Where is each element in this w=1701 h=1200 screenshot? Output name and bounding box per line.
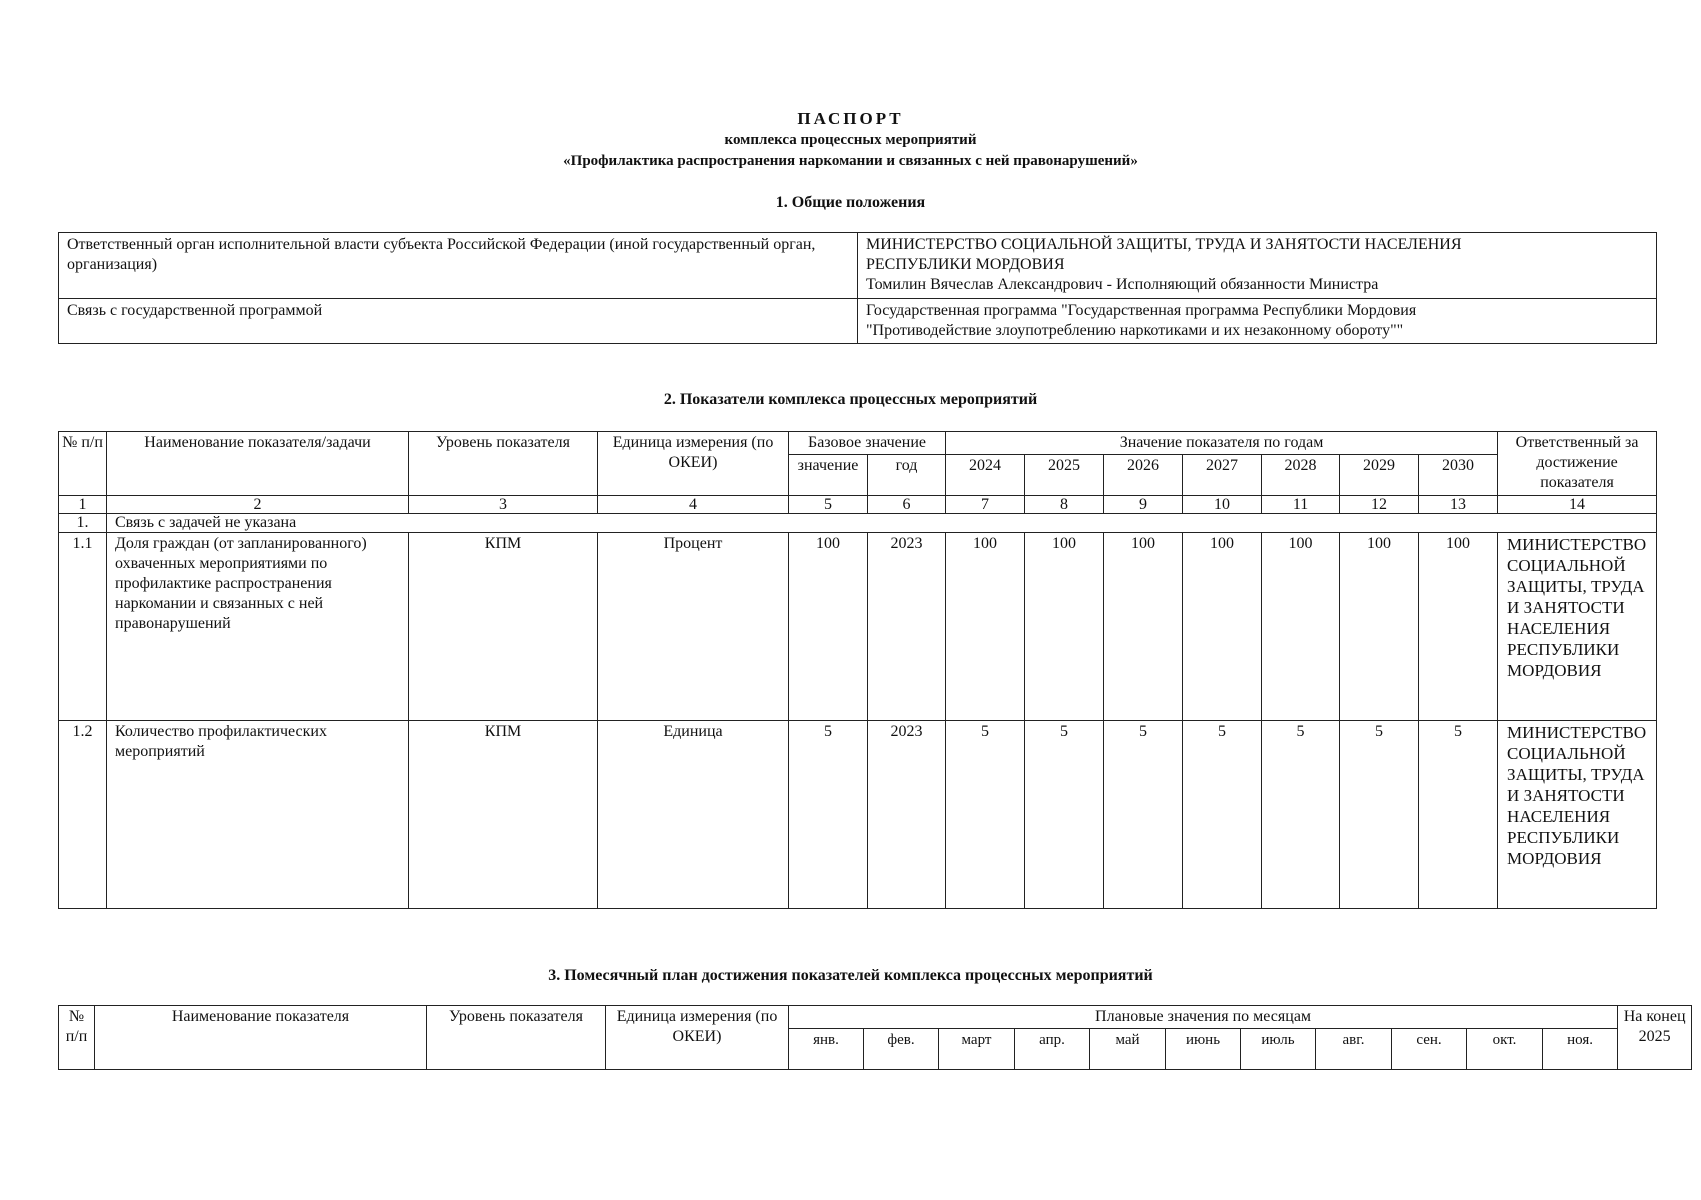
column-number: 14: [1498, 496, 1657, 514]
row-number: 1.1: [59, 533, 107, 721]
responsible-body: МИНИСТЕРСТВО СОЦИАЛЬНОЙ ЗАЩИТЫ, ТРУДА И ЗАНЯТОСТИ НАСЕЛЕНИЯ РЕСПУБЛИКИ МОРДОВИЯ: [1498, 533, 1657, 721]
col-months-header: Плановые значения по месяцам: [789, 1006, 1618, 1029]
indicators-table: [58, 431, 1657, 909]
year-value: 5: [946, 721, 1025, 909]
program-link-label: Связь с государственной программой: [59, 299, 858, 344]
column-number: 6: [868, 496, 946, 514]
month-header: фев.: [864, 1029, 939, 1070]
section1-title: 1. Общие положения: [775, 194, 926, 211]
col-name-header: Наименование показателя: [95, 1006, 427, 1070]
base-year: 2023: [868, 533, 946, 721]
col-year-header: 2025: [1025, 455, 1104, 496]
column-number: 7: [946, 496, 1025, 514]
year-value: 100: [1340, 533, 1419, 721]
monthly-plan-table: [58, 1005, 1692, 1070]
year-value: 5: [1104, 721, 1183, 909]
document-title: ПАСПОРТ: [797, 109, 904, 128]
col-name-header: Наименование показателя/задачи: [107, 432, 409, 496]
program-link-value: [858, 299, 1657, 344]
value-line: Государственная программа "Государственная программа Республики Мордовия: [866, 302, 1417, 319]
table-row: [59, 233, 1657, 299]
column-number: 4: [598, 496, 789, 514]
month-header: авг.: [1316, 1029, 1392, 1070]
header-row: [59, 1006, 1692, 1029]
indicator-name: Количество профилактических мероприятий: [107, 721, 409, 909]
col-num-header: № п/п: [59, 1006, 95, 1070]
task-number: 1.: [59, 514, 107, 533]
year-value: 100: [1025, 533, 1104, 721]
month-header: июль: [1241, 1029, 1316, 1070]
col-year-header: 2026: [1104, 455, 1183, 496]
column-number: 9: [1104, 496, 1183, 514]
col-unit-header: Единица измерения (по ОКЕИ): [598, 432, 789, 496]
section2-title: 2. Показатели комплекса процессных мероприятий: [663, 391, 1038, 408]
column-number: 13: [1419, 496, 1498, 514]
column-numbers-row: [59, 496, 1657, 514]
month-header: окт.: [1467, 1029, 1543, 1070]
column-number: 2: [107, 496, 409, 514]
column-number: 5: [789, 496, 868, 514]
col-year-header: 2027: [1183, 455, 1262, 496]
task-text: Связь с задачей не указана: [107, 514, 1657, 533]
responsible-body: МИНИСТЕРСТВО СОЦИАЛЬНОЙ ЗАЩИТЫ, ТРУДА И ЗАНЯТОСТИ НАСЕЛЕНИЯ РЕСПУБЛИКИ МОРДОВИЯ: [1498, 721, 1657, 909]
base-year: 2023: [868, 721, 946, 909]
col-level-header: Уровень показателя: [427, 1006, 606, 1070]
year-value: 100: [1419, 533, 1498, 721]
col-base-header: Базовое значение: [789, 432, 946, 455]
col-year-header: 2024: [946, 455, 1025, 496]
year-value: 5: [1340, 721, 1419, 909]
indicator-unit: Процент: [598, 533, 789, 721]
col-year-header: 2028: [1262, 455, 1340, 496]
column-number: 10: [1183, 496, 1262, 514]
task-row: [59, 514, 1657, 533]
table-row: [59, 299, 1657, 344]
value-line: МИНИСТЕРСТВО СОЦИАЛЬНОЙ ЗАЩИТЫ, ТРУДА И ЗАНЯТОСТИ НАСЕЛЕНИЯ: [866, 236, 1462, 253]
month-header: июнь: [1166, 1029, 1241, 1070]
col-end-header: На конец 2025: [1618, 1006, 1692, 1070]
column-number: 12: [1340, 496, 1419, 514]
month-header: апр.: [1015, 1029, 1090, 1070]
indicator-name: Доля граждан (от запланированного) охваченных мероприятиями по профилактике распространения наркомании и связанных с ней правонарушений: [107, 533, 409, 721]
value-line: Томилин Вячеслав Александрович - Исполняющий обязанности Министра: [866, 276, 1379, 293]
year-value: 100: [1262, 533, 1340, 721]
column-number: 1: [59, 496, 107, 514]
col-responsible-header: Ответственный за достижение показателя: [1498, 432, 1657, 496]
document-subtitle: комплекса процессных мероприятий: [724, 132, 977, 148]
year-value: 5: [1262, 721, 1340, 909]
month-header: сен.: [1392, 1029, 1467, 1070]
header-row: [59, 432, 1657, 455]
month-header: янв.: [789, 1029, 864, 1070]
col-base-value-header: значение: [789, 455, 868, 496]
column-number: 11: [1262, 496, 1340, 514]
base-value: 100: [789, 533, 868, 721]
indicator-level: КПМ: [409, 721, 598, 909]
month-header: ноя.: [1543, 1029, 1618, 1070]
year-value: 5: [1419, 721, 1498, 909]
year-value: 100: [1104, 533, 1183, 721]
general-provisions-table: [58, 232, 1657, 344]
col-unit-header: Единица измерения (по ОКЕИ): [606, 1006, 789, 1070]
col-level-header: Уровень показателя: [409, 432, 598, 496]
col-years-header: Значение показателя по годам: [946, 432, 1498, 455]
year-value: 5: [1025, 721, 1104, 909]
year-value: 100: [1183, 533, 1262, 721]
table-row: [59, 533, 1657, 721]
col-year-header: 2030: [1419, 455, 1498, 496]
value-line: "Противодействие злоупотреблению наркотиками и их незаконному обороту"": [866, 322, 1404, 339]
base-value: 5: [789, 721, 868, 909]
month-header: май: [1090, 1029, 1166, 1070]
year-value: 100: [946, 533, 1025, 721]
responsible-body-label: Ответственный орган исполнительной власти субъекта Российской Федерации (иной государственный орган, организация): [59, 233, 858, 299]
complex-name: «Профилактика распространения наркомании и связанных с ней правонарушений»: [563, 153, 1138, 169]
responsible-body-value: [858, 233, 1657, 299]
indicator-unit: Единица: [598, 721, 789, 909]
column-number: 8: [1025, 496, 1104, 514]
section3-title: 3. Помесячный план достижения показателей комплекса процессных мероприятий: [548, 967, 1153, 984]
col-num-header: № п/п: [59, 432, 107, 496]
month-header: март: [939, 1029, 1015, 1070]
table-row: [59, 721, 1657, 909]
row-number: 1.2: [59, 721, 107, 909]
value-line: РЕСПУБЛИКИ МОРДОВИЯ: [866, 256, 1065, 273]
column-number: 3: [409, 496, 598, 514]
col-base-year-header: год: [868, 455, 946, 496]
year-value: 5: [1183, 721, 1262, 909]
indicator-level: КПМ: [409, 533, 598, 721]
col-year-header: 2029: [1340, 455, 1419, 496]
